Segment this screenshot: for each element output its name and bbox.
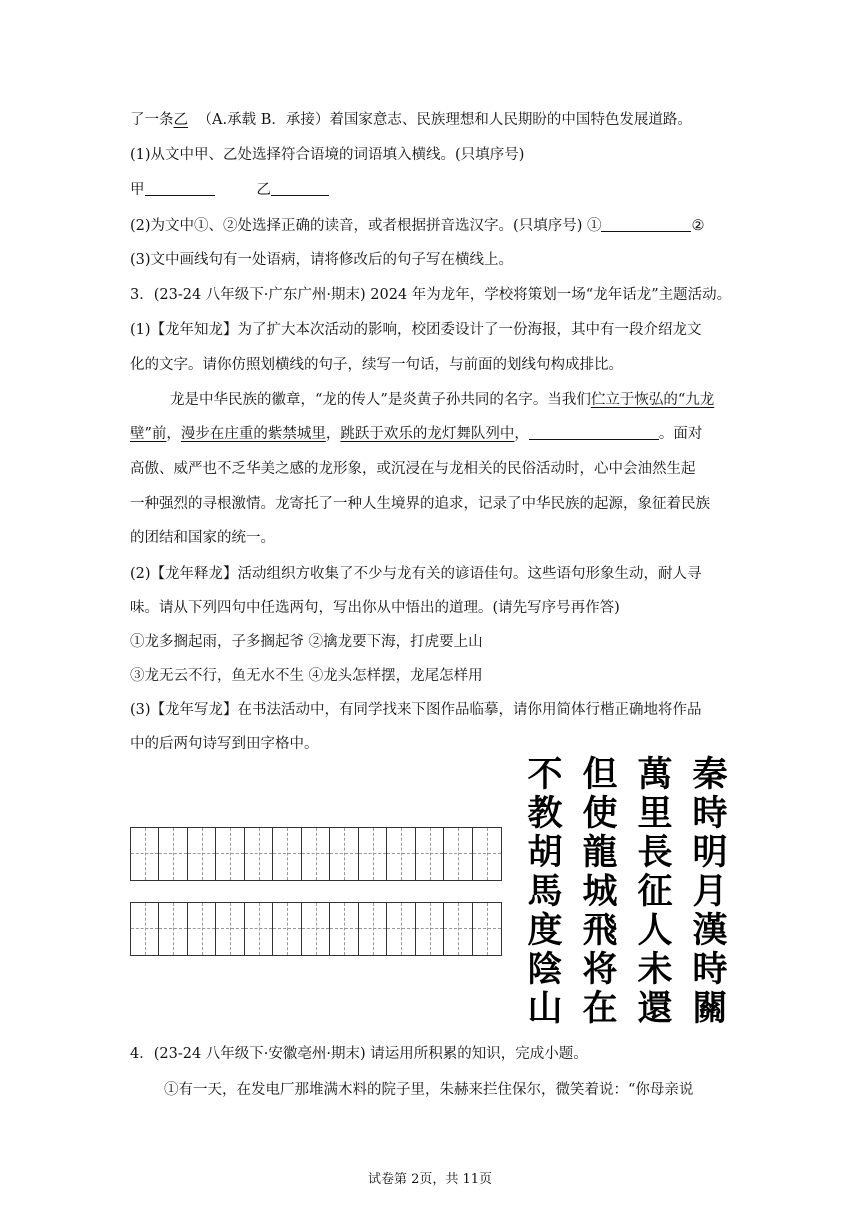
tianzige-cell[interactable] bbox=[330, 903, 358, 955]
page-footer: 试卷第 2页，共 11页 bbox=[367, 1172, 493, 1187]
proverbs-line-1: ①龙多搁起雨，子多搁起爷 ②擒龙要下海，打虎要上山 bbox=[130, 634, 483, 650]
tianzige-cell[interactable] bbox=[302, 903, 330, 955]
calligraphy-char: 秦 bbox=[692, 754, 728, 795]
tianzige-cell[interactable] bbox=[387, 903, 415, 955]
problem-3-title: 3．(23-24 八年级下·广东广州·期末) 2024 年为龙年，学校将策划一场“龙年话龙”主题活动。 bbox=[130, 287, 732, 303]
calligraphy-char: 城 bbox=[582, 871, 618, 912]
calligraphy-char: 陰 bbox=[527, 949, 563, 990]
answer-blank-jia[interactable] bbox=[145, 180, 215, 196]
problem-3-sub1-a: (1)【龙年知龙】为了扩大本次活动的影响，校团委设计了一份海报，其中有一段介绍龙文 bbox=[130, 322, 702, 338]
calligraphy-char: 龍 bbox=[582, 832, 618, 873]
question-1: (1)从文中甲、乙处选择符合语境的词语填入横线。(只填序号) bbox=[130, 147, 525, 163]
question-2: (2)为文中①、②处选择正确的读音，或者根据拼音选汉字。(只填序号) ① ② bbox=[130, 218, 705, 234]
tianzige-cell[interactable] bbox=[359, 903, 387, 955]
answer-blank-yi[interactable] bbox=[271, 180, 329, 196]
tianzige-cell[interactable] bbox=[473, 828, 501, 880]
tianzige-cell[interactable] bbox=[131, 903, 159, 955]
passage-line-2: 壁”前，漫步在庄重的紫禁城里，跳跃于欢乐的龙灯舞队列中， 。面对 bbox=[130, 426, 703, 442]
tianzige-cell[interactable] bbox=[188, 828, 216, 880]
passage-line-5: 的团结和国家的统一。 bbox=[130, 530, 275, 546]
tianzige-cell[interactable] bbox=[416, 903, 444, 955]
tianzige-cell[interactable] bbox=[216, 903, 244, 955]
calligraphy-char: 萬 bbox=[637, 754, 673, 795]
calligraphy-column-3 bbox=[575, 755, 625, 1030]
calligraphy-char: 使 bbox=[582, 793, 618, 834]
tianzige-cell[interactable] bbox=[444, 903, 472, 955]
tianzige-cell[interactable] bbox=[473, 903, 501, 955]
problem-3-sub2-b: 味。请从下列四句中任选两句，写出你从中悟出的道理。(请先写序号再作答) bbox=[130, 600, 620, 616]
calligraphy-char: 人 bbox=[637, 910, 673, 951]
problem-4-passage: ①有一天，在发电厂那堆满木料的院子里，朱赫来拦住保尔，微笑着说：“你母亲说 bbox=[164, 1082, 694, 1098]
problem-3-sub2-a: (2)【龙年释龙】活动组织方收集了不少与龙有关的谚语佳句。这些语句形象生动，耐人寻 bbox=[130, 566, 702, 582]
calligraphy-char: 漢 bbox=[692, 910, 728, 951]
tianzige-cell[interactable] bbox=[159, 903, 187, 955]
tianzige-cell[interactable] bbox=[444, 828, 472, 880]
tianzige-row-2[interactable] bbox=[130, 902, 502, 956]
tianzige-cell[interactable] bbox=[245, 903, 273, 955]
text-line-1: 了一条乙 （A.承载 B．承接）着国家意志、民族理想和人民期盼的中国特色发展道路。 bbox=[130, 112, 692, 128]
tianzige-cell[interactable] bbox=[302, 828, 330, 880]
calligraphy-char: 将 bbox=[582, 949, 618, 990]
calligraphy-artwork bbox=[520, 755, 735, 1030]
filled-answer-yi: 乙 bbox=[173, 112, 188, 128]
tianzige-row-1[interactable] bbox=[130, 827, 502, 881]
tianzige-cell[interactable] bbox=[159, 828, 187, 880]
calligraphy-char: 但 bbox=[582, 754, 618, 795]
tianzige-cell[interactable] bbox=[216, 828, 244, 880]
calligraphy-char: 征 bbox=[637, 871, 673, 912]
tianzige-cell[interactable] bbox=[245, 828, 273, 880]
passage-line-1: 龙是中华民族的徽章，“龙的传人”是炎黄子孙共同的名字。当我们伫立于恢弘的“九龙 bbox=[170, 392, 715, 408]
problem-3-sub3-b: 中的后两句诗写到田字格中。 bbox=[130, 736, 319, 752]
calligraphy-column-4 bbox=[520, 755, 570, 1030]
answer-line-jia-yi: 甲 乙 bbox=[130, 180, 329, 200]
calligraphy-char: 山 bbox=[527, 988, 563, 1029]
answer-blank-parallel[interactable] bbox=[529, 424, 659, 440]
problem-3-sub1-b: 化的文字。请你仿照划横线的句子，续写一句话，与前面的划线句构成排比。 bbox=[130, 357, 623, 373]
calligraphy-char: 時 bbox=[692, 949, 728, 990]
calligraphy-char: 長 bbox=[637, 832, 673, 873]
tianzige-cell[interactable] bbox=[387, 828, 415, 880]
calligraphy-char: 在 bbox=[582, 988, 618, 1029]
tianzige-cell[interactable] bbox=[273, 828, 301, 880]
calligraphy-char: 關 bbox=[692, 988, 728, 1029]
calligraphy-column-1 bbox=[685, 755, 735, 1030]
calligraphy-char: 胡 bbox=[527, 832, 563, 873]
calligraphy-char: 明 bbox=[692, 832, 728, 873]
passage-line-3: 高傲、威严也不乏华美之感的龙形象，或沉浸在与龙相关的民俗活动时，心中会油然生起 bbox=[130, 461, 696, 477]
calligraphy-char: 不 bbox=[527, 754, 563, 795]
proverbs-line-2: ③龙无云不行，鱼无水不生 ④龙头怎样摆，龙尾怎样用 bbox=[130, 668, 483, 684]
calligraphy-char: 里 bbox=[637, 793, 673, 834]
tianzige-cell[interactable] bbox=[330, 828, 358, 880]
question-3: (3)文中画线句有一处语病，请将修改后的句子写在横线上。 bbox=[130, 252, 514, 268]
calligraphy-char: 月 bbox=[692, 871, 728, 912]
tianzige-cell[interactable] bbox=[359, 828, 387, 880]
calligraphy-char: 馬 bbox=[527, 871, 563, 912]
problem-4-title: 4．(23-24 八年级下·安徽亳州·期末) 请运用所积累的知识，完成小题。 bbox=[130, 1046, 588, 1062]
calligraphy-char: 教 bbox=[527, 793, 563, 834]
calligraphy-char: 還 bbox=[637, 988, 673, 1029]
tianzige-cell[interactable] bbox=[273, 903, 301, 955]
calligraphy-char: 飛 bbox=[582, 910, 618, 951]
tianzige-cell[interactable] bbox=[416, 828, 444, 880]
problem-3-sub3-a: (3)【龙年写龙】在书法活动中，有同学找来下图作品临摹，请你用简体行楷正确地将作品 bbox=[130, 702, 702, 718]
calligraphy-char: 度 bbox=[527, 910, 563, 951]
calligraphy-char: 時 bbox=[692, 793, 728, 834]
calligraphy-column-2 bbox=[630, 755, 680, 1030]
answer-blank-1[interactable] bbox=[601, 216, 691, 232]
tianzige-cell[interactable] bbox=[131, 828, 159, 880]
passage-line-4: 一种强烈的寻根激情。龙寄托了一种人生境界的追求，记录了中华民族的起源，象征着民族 bbox=[130, 496, 710, 512]
calligraphy-char: 未 bbox=[637, 949, 673, 990]
tianzige-cell[interactable] bbox=[188, 903, 216, 955]
